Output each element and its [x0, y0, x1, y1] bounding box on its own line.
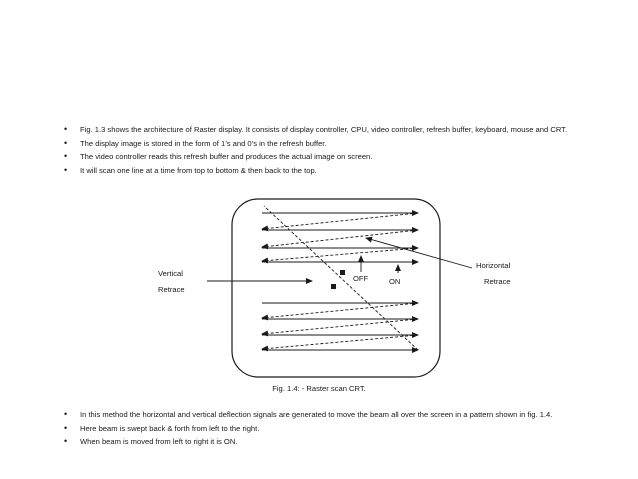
label-off: OFF	[353, 274, 369, 283]
upper-retrace-lines	[262, 213, 418, 261]
retrace-line	[262, 303, 418, 318]
lower-retrace-lines	[262, 303, 418, 349]
bullet-item: • It will scan one line at a time from top to bottom & then back to the top.	[64, 164, 584, 178]
bullet-item: • Here beam is swept back & forth from left to the right.	[64, 422, 584, 436]
retrace-line	[262, 319, 418, 334]
horizontal-retrace-pointer	[366, 238, 472, 268]
retrace-line	[262, 248, 418, 261]
bottom-bullet-list	[64, 408, 584, 449]
retrace-line	[262, 335, 418, 349]
bullet-item: • In this method the horizontal and vertical deflection signals are generated to move the beam all over the screen in a pattern shown in fig. 1.4.	[64, 408, 584, 422]
figure-caption: Fig. 1.4: - Raster scan CRT.	[272, 384, 366, 393]
bullet-item: • Fig. 1.3 shows the architecture of Raster display. It consists of display controller, CPU, video controller, refresh buffer, keyboard, mouse and CRT.	[64, 123, 584, 137]
label-vertical-retrace: Retrace	[158, 285, 185, 294]
bullet-item: • When beam is moved from left to right it is ON.	[64, 435, 584, 449]
beam-marker-lower	[331, 284, 336, 289]
bullet-item: • The video controller reads this refresh buffer and produces the actual image on screen.	[64, 150, 584, 164]
label-on: ON	[389, 277, 401, 286]
upper-scan-lines	[262, 213, 418, 262]
bullet-item: • The display image is stored in the form of 1’s and 0’s in the refresh buffer.	[64, 137, 584, 151]
label-horizontal-retrace: Retrace	[484, 277, 511, 286]
label-vertical: Vertical	[158, 269, 183, 278]
beam-marker-upper	[340, 270, 345, 275]
lower-scan-lines	[262, 303, 418, 350]
label-horizontal: Horizontal	[476, 261, 511, 270]
retrace-line	[262, 230, 418, 247]
